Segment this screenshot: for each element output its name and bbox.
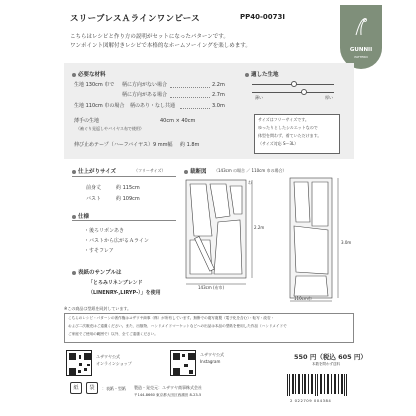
intro-line-1: こちらはレシピと作り方の説明がセットになったパターンです。 [70, 34, 229, 40]
size-note-3: 体型を問わず、着ていただけます。 [258, 133, 322, 138]
paper-recycle-mark: 紙 [70, 382, 82, 394]
thickness-marker [301, 89, 307, 95]
dotted-leader [180, 108, 210, 109]
instagram-label-2: Instagram [200, 359, 221, 364]
bust-value: 約 109cm [116, 196, 140, 202]
size-note-1: サイズはフリーサイズです。 [258, 117, 309, 122]
instagram-qr-code[interactable] [170, 350, 196, 376]
dotted-leader [170, 97, 210, 98]
fabric130-label: 生地 130cm 巾で [74, 82, 115, 88]
logo-name: GUNNII [349, 47, 373, 53]
price-note: 本数を問わず送料 [312, 362, 340, 366]
layout-width-110: 110cm巾 [294, 296, 312, 301]
fold-mark: わ [248, 180, 252, 185]
maker: 製造・発売元：ユザワヤ商事株式会社 [134, 385, 202, 390]
interfacing-label: 薄手の生地 [74, 118, 100, 124]
suitable-heading: 適した生地 [245, 70, 279, 78]
thick-label: 厚い [325, 95, 333, 100]
length-label: 前身丈 [86, 185, 102, 191]
spec-item-1: ・後ろリボンあき [84, 228, 125, 234]
layout-height-143: 2.2m [254, 225, 265, 230]
pattern-enclosed-note: ※この商品は型紙を同封しています。 [64, 306, 132, 311]
sample-fabric-line-2: （LINENRY-,LIRYP-）」を使用 [88, 290, 161, 296]
layout-width-143: 143cm (布巾) [198, 285, 225, 290]
spec-item-2: ・バストから広がるＡライン [84, 238, 149, 244]
fabric110-label: 生地 110cm 巾の場合 [74, 103, 125, 109]
bag-recycle-mark: 袋 [86, 382, 98, 394]
layout-heading: 裁断図 [184, 167, 207, 175]
copyright-line-2: および二次販売はご遠慮ください。また、出版物、ハンドメイドマーケットなどへの出品は本品の型紙を使用した作品（ハンドメイドで [68, 324, 287, 328]
thin-label: 薄い [255, 95, 263, 100]
divider [72, 176, 176, 177]
tape-label: 伸び止めテープ（ハーフバイヤス）9 mm幅 [74, 142, 173, 148]
intro-line-2: ワンポイント図解付きレシピで本格的なホームソーイングを楽しめます。 [70, 43, 251, 49]
fabric130-option-1: 柄に方向がない場合 [122, 82, 168, 88]
logo-sub: PATTERN [354, 55, 368, 59]
fabric130-option-2: 柄に方向がある場合 [122, 92, 168, 98]
length-value: 約 115cm [116, 185, 140, 191]
size-note-2: ゆったりとしたシルエットなので [258, 125, 318, 130]
sewing-needle-icon [352, 15, 370, 37]
thickness-scale-bottom [252, 92, 334, 93]
online-shop-label-1: ユザワヤ公式 [96, 354, 120, 359]
layout-subtitle: （143cm の場合 ／ 110cm 巾の場合） [214, 168, 287, 173]
barcode-number: 2 022709 004384 [290, 398, 332, 403]
brand-logo [340, 5, 382, 69]
maker-address: 〒144-8660 東京都大田区西蒲田 8-23-5 [134, 393, 202, 397]
thickness-marker [291, 81, 297, 87]
fabric130-value-2: 2.7m [212, 92, 225, 98]
divider [72, 220, 176, 221]
spec-heading: 仕様 [72, 212, 89, 220]
layout-height-110: 3.0m [341, 240, 352, 245]
copyright-line-3: ご家庭でご使用の範囲で）以外、全てご遠慮ください。 [68, 332, 158, 336]
product-title: スリーブレスＡラインワンピース [70, 14, 200, 24]
tape-value: 約 1.8m [180, 142, 200, 148]
size-note-4: （サイズ対応 S〜3L） [258, 141, 299, 146]
online-shop-qr-code[interactable] [66, 350, 92, 376]
fabric130-value-1: 2.2m [212, 82, 225, 88]
sample-heading: 表紙のサンプルは [72, 268, 122, 276]
interfacing-value: 40cm × 40cm [160, 118, 196, 124]
free-size-label: （フリーサイズ） [134, 168, 166, 173]
bust-label: バスト [86, 196, 102, 202]
price: 550 円（税込 605 円） [294, 353, 367, 361]
materials-heading: 必要な材料 [72, 70, 106, 78]
dotted-leader [170, 87, 210, 88]
copyright-line-1: こちらのレシピ・パターンの著作権はユザワヤ商事（株）が所有しています。無断での複写複製（電子化を含む）・転写・改変・ [68, 316, 275, 320]
finish-heading: 仕上がりサイズ [72, 167, 116, 175]
fabric110-option: 柄のあり・なし共通 [130, 103, 176, 109]
spec-item-3: ・すそフレア [84, 248, 114, 254]
recycle-mark-text: ：表紙・型紙 [102, 386, 126, 391]
instagram-label-1: ユザワヤ公式 [200, 352, 224, 357]
sample-fabric-line-1: 「とろみリネンブレンド [88, 280, 143, 286]
interfacing-note: （袖ぐり見返しやバイヤス布で使用） [76, 126, 144, 131]
online-shop-label-2: オンラインショップ [96, 361, 132, 366]
fabric110-value: 3.0m [212, 103, 225, 109]
product-code: PP40-0073I [240, 13, 285, 21]
